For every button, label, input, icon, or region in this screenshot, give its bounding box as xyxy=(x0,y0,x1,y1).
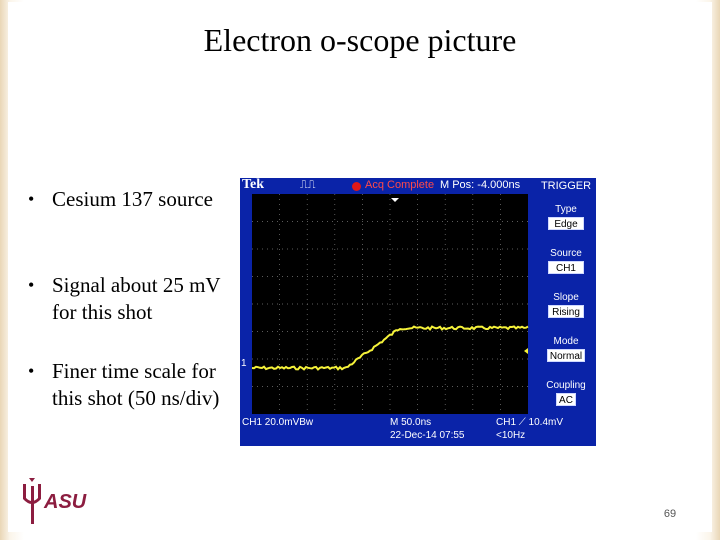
menu-value-coupling[interactable]: AC xyxy=(556,393,576,406)
menu-title: TRIGGER xyxy=(540,180,592,192)
graticule xyxy=(252,194,528,414)
slide-title: Electron o-scope picture xyxy=(203,22,517,58)
pitchfork-icon xyxy=(23,478,41,524)
bullet-text: Signal about 25 mV for this shot xyxy=(52,273,221,324)
menu-value-slope[interactable]: Rising xyxy=(548,305,584,318)
trigger-menu xyxy=(536,178,596,446)
trigger-readout: CH1 ⟋ 10.4mV xyxy=(496,417,564,428)
menu-label-coupling: Coupling xyxy=(546,380,586,391)
menu-label-mode: Mode xyxy=(553,336,579,347)
bullet-dot-icon: • xyxy=(28,275,35,295)
bullet-text: Cesium 137 source xyxy=(52,187,213,211)
bullet-item xyxy=(22,358,222,412)
bullet-dot-icon: • xyxy=(28,189,35,209)
menu-label-type: Type xyxy=(555,204,577,215)
run-state-icon: ⎍⎍ xyxy=(300,179,316,191)
trigger-frequency: <10Hz xyxy=(496,430,526,441)
asu-logo xyxy=(20,478,100,528)
capture-date: 22-Dec-14 07:55 xyxy=(390,430,465,441)
trigger-level-marker-icon xyxy=(524,348,528,354)
menu-value-source[interactable]: CH1 xyxy=(548,261,584,274)
scope-brand: Tek xyxy=(242,178,265,192)
acq-status: Acq Complete xyxy=(365,179,435,191)
bullet-dot-icon: • xyxy=(28,361,35,381)
horizontal-position: M Pos: -4.000ns xyxy=(440,179,521,191)
bullet-text: Finer time scale for this shot (50 ns/div) xyxy=(52,359,220,410)
time-scale: M 50.0ns xyxy=(390,417,432,428)
menu-label-source: Source xyxy=(550,248,582,259)
oscilloscope-screenshot xyxy=(240,178,596,446)
page-number: 69 xyxy=(663,508,677,520)
logo-text: ASU xyxy=(44,491,87,513)
trigger-position-marker-icon xyxy=(391,198,399,202)
menu-value-mode[interactable]: Normal xyxy=(547,349,585,362)
menu-value-type[interactable]: Edge xyxy=(548,217,584,230)
channel-marker: 1 xyxy=(241,358,247,369)
bullet-item xyxy=(22,186,222,213)
ch1-scale: CH1 20.0mVBw xyxy=(242,417,314,428)
scope-readout xyxy=(240,416,564,446)
signal-trace xyxy=(252,327,528,370)
bullet-item xyxy=(22,272,222,326)
menu-label-slope: Slope xyxy=(553,292,579,303)
